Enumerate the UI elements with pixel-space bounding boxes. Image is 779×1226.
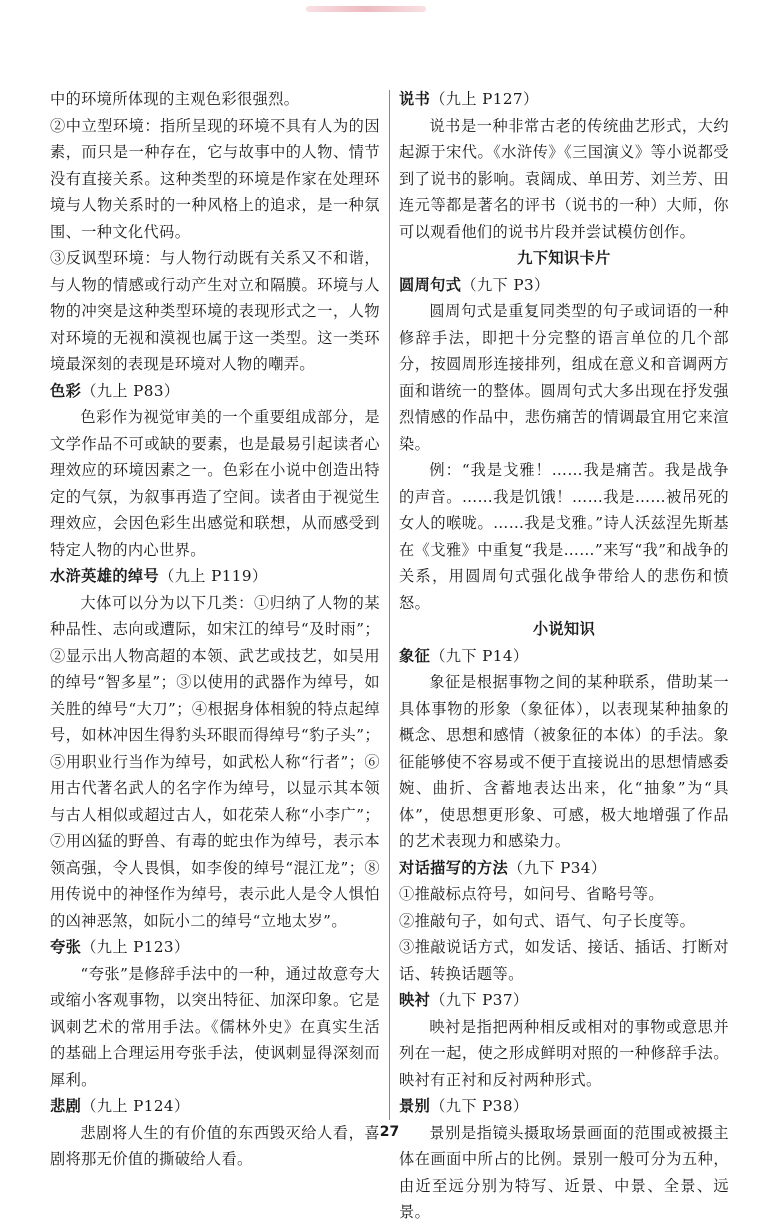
heading-term: 水浒英雄的绰号: [50, 567, 160, 585]
heading-ref: （九上 P119）: [159, 567, 268, 585]
top-decoration: [306, 6, 426, 12]
paragraph: 色彩作为视觉审美的一个重要组成部分，是文学作品不可或缺的要素，也是最易引起读者心理效应的环境因素之一。色彩在小说中创造出特定的气氛，为叙事再造了空间。读者由于视觉生理效应，会因色彩生出感觉和联想，从而感受到特定人物的内心世界。: [50, 408, 380, 559]
page-number: 27: [379, 1124, 400, 1140]
heading-ref: （九下 P37）: [430, 991, 529, 1009]
section-title: 九下知识卡片: [517, 249, 611, 267]
heading-ref: （九下 P14）: [430, 646, 529, 665]
section-title: 小说知识: [532, 620, 596, 638]
list-item: ③推敲说话方式，如发话、接话、插话、打断对话、转换话题等。: [399, 938, 729, 983]
heading-term: 景别: [399, 1097, 431, 1115]
column-divider: [389, 90, 390, 1120]
heading-term: 映衬: [399, 991, 431, 1009]
section-heading-dialogue: [399, 855, 729, 882]
heading-ref: （九上 P127）: [430, 90, 539, 108]
heading-ref: （九上 P123）: [81, 938, 190, 956]
heading-ref: （九下 P38）: [430, 1097, 529, 1115]
heading-ref: （九下 P34）: [508, 858, 607, 877]
paragraph: 悲剧将人生的有价值的东西毁灭给人看，喜剧将那无价值的撕破给人看。: [50, 1123, 380, 1168]
section-heading-tragedy: [50, 1093, 380, 1120]
section-heading-contrast: [399, 987, 729, 1014]
list-item: ②推敲句子，如句式、语气、句子长度等。: [399, 911, 696, 930]
heading-term: 圆周句式: [399, 275, 462, 294]
heading-ref: （九下 P3）: [461, 275, 550, 294]
heading-term: 象征: [399, 646, 431, 665]
paragraph: 圆周句式是重复同类型的句子或词语的一种修辞手法，即把十分完整的语言单位的几个部分，按圆周形连接排列，组成在意义和音调两方面和谐统一的整体。圆周句式大多出现在抒发强烈情感的作品中，悲伤痛苦的情调最宜用它来渲染。: [399, 302, 729, 453]
paragraph: 景别是指镜头摄取场景画面的范围或被摄主体在画面中所占的比例。景别一般可分为五种，由近至远分别为特写、近景、中景、全景、远景。: [399, 1123, 729, 1221]
heading-term: 说书: [399, 90, 431, 108]
right-column: [399, 86, 729, 1226]
heading-term: 夸张: [50, 938, 82, 956]
section-heading-symbolism: [399, 643, 729, 670]
heading-term: 对话描写的方法: [399, 858, 509, 877]
heading-term: 色彩: [50, 381, 82, 400]
heading-term: 悲剧: [50, 1097, 82, 1115]
section-heading-periodic: [399, 272, 729, 299]
heading-ref: （九上 P124）: [81, 1097, 190, 1115]
heading-ref: （九上 P83）: [81, 381, 180, 400]
paragraph: ②中立型环境：指所呈现的环境不具有人为的因素，而只是一种存在，它与故事中的人物、情节没有直接关系。这种类型的环境是作家在处理环境与人物关系时的一种风格上的追求，是一种氛围、一种文化代码。: [50, 116, 380, 241]
paragraph: 大体可以分为以下几类：①归纳了人物的某种品性、志向或遭际，如宋江的绰号“及时雨”；②显示出人物高超的本领、武艺或技艺，如吴用的绰号“智多星”；③以使用的武器作为绰号，如关胜的绰号“大刀”；④根据身体相貌的特点起绰号，如林冲因生得豹头环眼而得绰号“豹子头”；⑤用职业行当作为绰号，如武松人称“行者”；⑥用古代著名武人的名字作为绰号，以显示其本领与古人相似或超过古人，如花荣人称“小李广”；⑦用凶猛的野兽、有毒的蛇虫作为绰号，表示本领高强，令人畏惧，如李俊的绰号“混江龙”；⑧用传说中的神怪作为绰号，表示此人是令人惧怕的凶神恶煞，如阮小二的绰号“立地太岁”。: [50, 593, 380, 930]
paragraph: 说书是一种非常古老的传统曲艺形式，大约起源于宋代。《水浒传》《三国演义》等小说都受到了说书的影响。袁阔成、单田芳、刘兰芳、田连元等都是著名的评书（说书的一种）大师，你可以观看他们的说书片段并尝试模仿创作。: [399, 116, 729, 241]
paragraph: “夸张”是修辞手法中的一种，通过故意夸大或缩小客观事物，以突出特征、加深印象。它是讽刺艺术的常用手法。《儒林外史》在真实生活的基础上合理运用夸张手法，使讽刺显得深刻而犀利。: [50, 964, 380, 1089]
section-heading-hyperbole: [50, 934, 380, 961]
list-item: ①推敲标点符号，如问号、省略号等。: [399, 885, 664, 903]
paragraph: 象征是根据事物之间的某种联系，借助某一具体事物的形象（象征体），以表现某种抽象的概念、思想和感情（被象征的本体）的手法。象征能够使不容易或不便于直接说出的思想情感委婉、曲折、含蓄地表达出来，化“抽象”为“具体”，使思想更形象、可感，极大地增强了作品的艺术表现力和感染力。: [399, 673, 729, 850]
section-heading-nicknames: [50, 563, 380, 590]
paragraph: ③反讽型环境：与人物行动既有关系又不和谐，与人物的情感或行动产生对立和隔膜。环境与人物的冲突是这种类型环境的表现形式之一，人物对环境的无视和漠视也属于这一类型。这一类环境最深刻的表现是环境对人物的嘲弄。: [50, 249, 380, 373]
paragraph: 例：“我是戈雅！……我是痛苦。我是战争的声音。……我是饥饿！……我是……被吊死的女人的喉咙。……我是戈雅。”诗人沃兹涅先斯基在《戈雅》中重复“我是……”来写“我”和战争的关系，用圆周句式强化战争带给人的悲伤和愤怒。: [399, 461, 729, 612]
paragraph: 中的环境所体现的主观色彩很强烈。: [50, 90, 300, 108]
section-heading-color: [50, 378, 380, 405]
paragraph: 映衬是指把两种相反或相对的事物或意思并列在一起，使之形成鲜明对照的一种修辞手法。映衬有正衬和反衬两种形式。: [399, 1017, 729, 1089]
section-heading-shot-size: [399, 1093, 729, 1120]
left-column: [50, 86, 380, 1173]
section-heading-storytelling: [399, 86, 729, 113]
